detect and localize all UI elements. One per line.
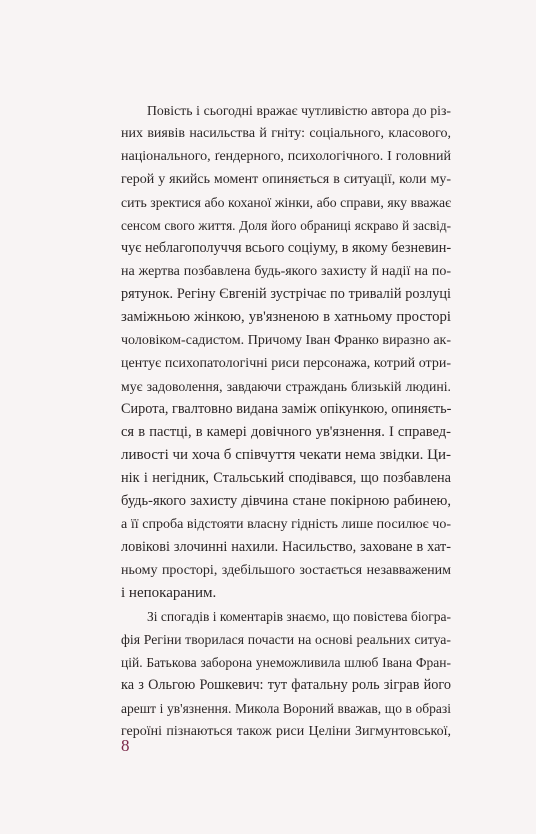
- text-line: ловікові злочинні нахили. Насильство, заховане в хат-: [121, 539, 451, 555]
- text-line: на жертва позбавлена будь-якого захисту й надії на по-: [121, 264, 451, 279]
- text-line: ка з Ольгою Рошкевич: тут фатальну роль зіграв його: [121, 677, 451, 693]
- text-line: ньому просторі, здебільшого зостається незавваженим: [121, 563, 451, 578]
- text-line: герой у якийсь момент опиняється в ситуації, коли му-: [121, 172, 451, 187]
- text-line: і непокараним.: [121, 585, 217, 601]
- text-line: нік і негідник, Стальський сподівався, що позбавлена: [121, 470, 451, 486]
- text-line: сенсом свого життя. Доля його обраниці яскраво й засвід-: [121, 218, 451, 233]
- body-text: [121, 99, 451, 743]
- text-line: ливості чи хоча б співчуття чекати нема звідки. Ци-: [121, 447, 451, 463]
- text-line: центує психопатологічні риси персонажа, котрий отри-: [121, 356, 451, 371]
- text-line: них виявів насильства й гніту: соціального, класового,: [121, 126, 451, 141]
- text-line: Сирота, гвалтовно видана заміж опікункою, опиняєть-: [121, 401, 452, 417]
- text-line: Повість і сьогодні вражає чутливістю автора до різ-: [147, 103, 451, 118]
- text-line: Зі спогадів і коментарів знаємо, що повістева біогра-: [147, 609, 451, 624]
- text-line: ся в пастці, в камері довічного ув'язнення. І справед-: [121, 424, 451, 440]
- text-line: заміжньою жінкою, ув'язненою в хатньому просторі: [121, 309, 451, 325]
- text-line: національного, ґендерного, психологічного. І головний: [121, 149, 451, 164]
- text-line: будь-якого захисту дівчина стане покірною рабинею,: [121, 493, 451, 509]
- paragraph-2: [121, 605, 451, 743]
- text-line: мує задоволення, завдаючи страждань близькій людині.: [121, 379, 451, 394]
- text-line: сить зректися або коханої жінки, або справи, яку вважає: [121, 195, 451, 210]
- text-line: героїні пізнаються також риси Целіни Зигмунтовської,: [121, 724, 451, 739]
- page-number: 8: [121, 736, 130, 755]
- text-line: фія Регіни творилася почасти на основі реальних ситуа-: [121, 632, 451, 647]
- text-line: рятунок. Регіну Євгеній зустрічає по тривалій розлуці: [121, 286, 451, 302]
- text-line: цій. Батькова заборона унеможливила шлюб Івана Фран-: [121, 655, 451, 670]
- text-line: чоловіком-садистом. Причому Іван Франко виразно ак-: [121, 333, 451, 348]
- text-line: а її спроба відстояти власну гідність лише посилює чо-: [121, 517, 451, 532]
- text-line: арешт і ув'язнення. Микола Вороний вважав, що в образі: [121, 701, 451, 716]
- paragraph-1: [121, 99, 451, 605]
- text-line: чує неблагополуччя всього соціуму, в якому безневин-: [121, 240, 452, 256]
